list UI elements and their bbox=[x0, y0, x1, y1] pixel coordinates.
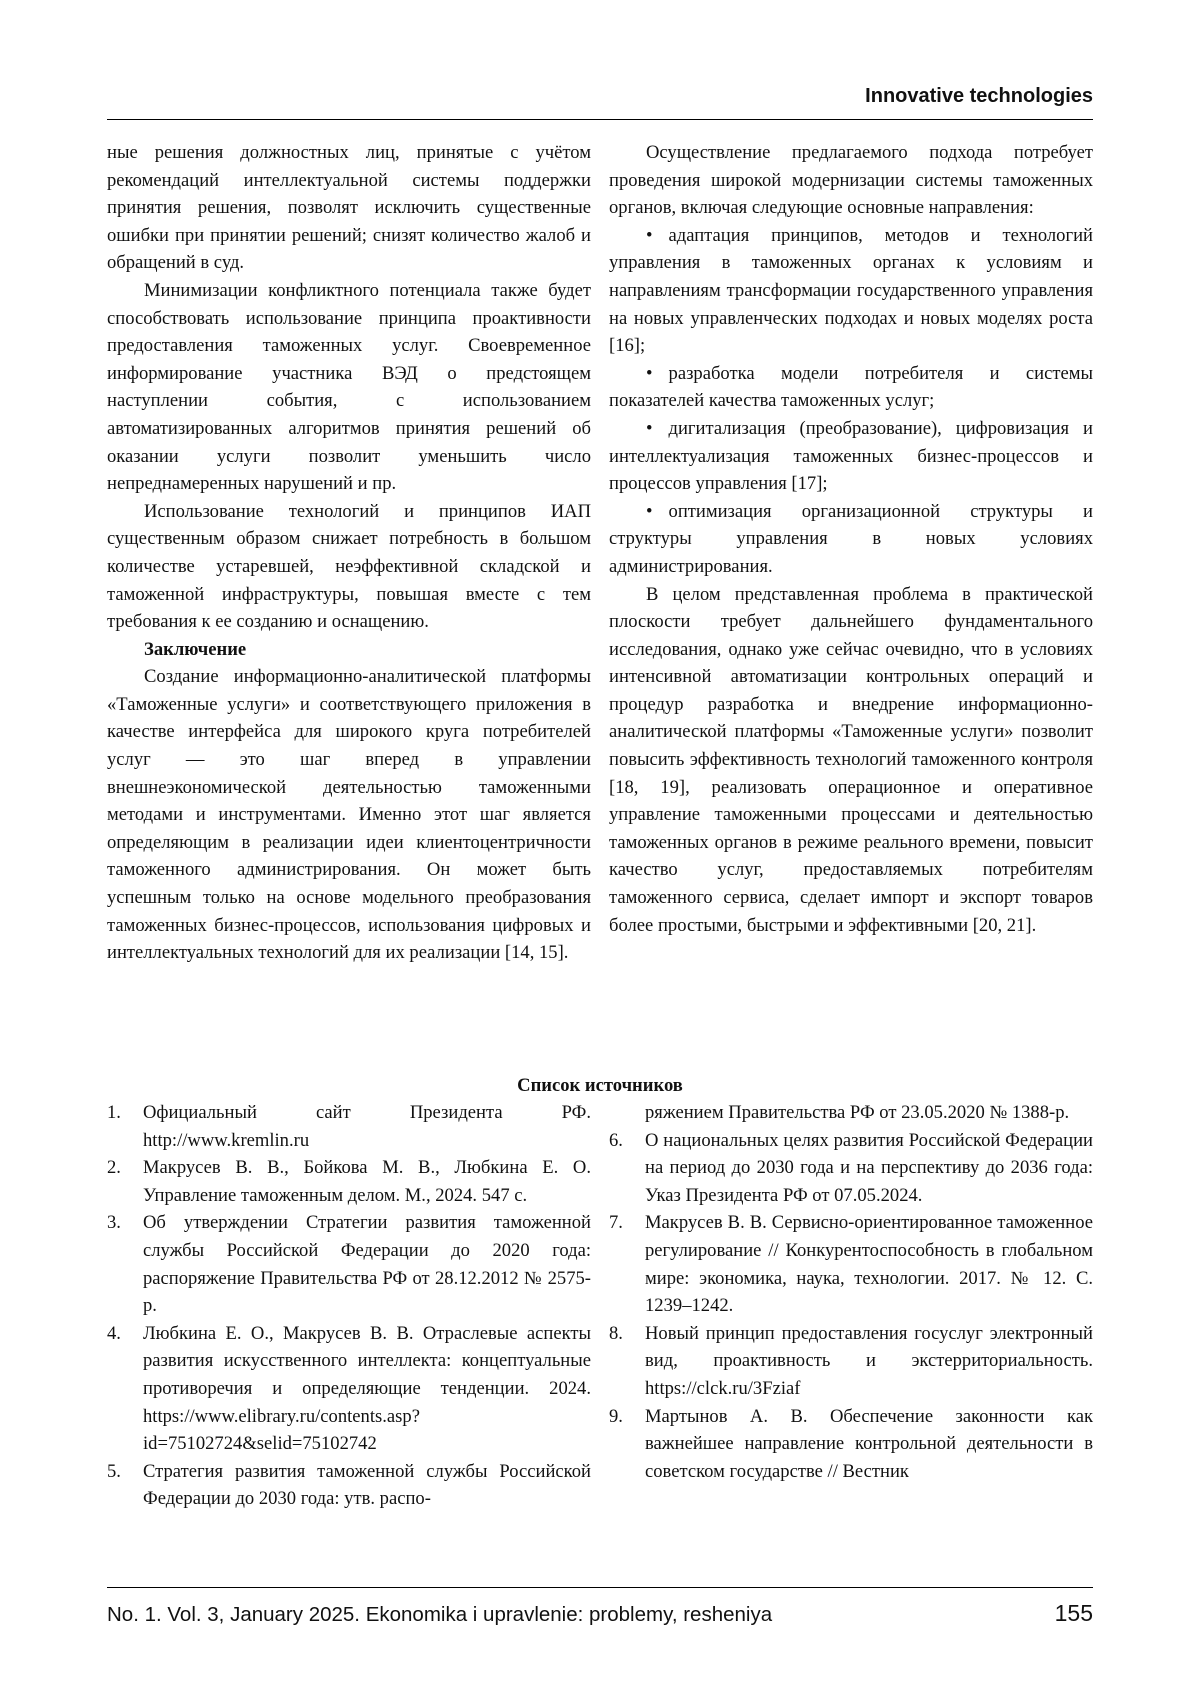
paragraph: Создание информационно-аналитической платформы «Таможенные услуги» и соответствующего приложения в качестве интерфейса для широкого круга потребителей услуг — это шаг вперед в управлении внешнеэкономической деятельностью таможенными методами и инструментами. Именно этот шаг является определяющим в реализации идеи клиентоцентричности таможенного администрирования. Он может быть успешным только на основе модельного преобразования таможенных бизнес-процессов, использования цифровых и интеллектуальных технологий для их реализации [14, 15]. bbox=[107, 666, 591, 964]
reference-text: Мартынов А. В. Обеспечение законности как важнейшее направление контрольной деятельности в советском государстве // Вестник bbox=[645, 1405, 1093, 1482]
references-title: Список источников bbox=[517, 1075, 683, 1096]
reference-number: 1. bbox=[107, 1102, 121, 1123]
reference-number: 3. bbox=[107, 1212, 121, 1234]
reference-item bbox=[609, 1403, 1093, 1486]
reference-text: Официальный сайт Президента РФ. http://www.kremlin.ru bbox=[143, 1102, 591, 1151]
reference-text: Любкина Е. О., Макрусев В. В. Отраслевые аспекты развития искусственного интеллекта: концептуальные противоречия и определяющие тенденции. 2024. https://www.elibrary.ru/contents.asp?id=75102724&selid=75102742 bbox=[143, 1322, 591, 1455]
page-header bbox=[107, 82, 1093, 120]
reference-continuation bbox=[609, 1099, 1093, 1127]
reference-item bbox=[609, 1320, 1093, 1403]
journal-section-title: Innovative technologies bbox=[865, 85, 1093, 107]
page-footer bbox=[107, 1587, 1093, 1627]
references-list bbox=[107, 1099, 1093, 1513]
reference-item bbox=[107, 1458, 591, 1513]
reference-number: 8. bbox=[609, 1322, 623, 1344]
reference-number: 2. bbox=[107, 1157, 121, 1179]
bullet-item: • оптимизация организационной структуры и структуры управления в новых условиях администрирования. bbox=[609, 498, 1093, 581]
reference-number: 7. bbox=[609, 1212, 623, 1234]
references-right-column bbox=[609, 1099, 1093, 1513]
paragraph: ные решения должностных лиц, принятые с учётом рекомендаций интеллектуальной системы поддержки принятия решения, позволят исключить существенные ошибки при принятии решений; снизят количество жалоб и обращений в суд. bbox=[107, 142, 591, 274]
reference-item bbox=[107, 1209, 591, 1319]
reference-item bbox=[107, 1099, 591, 1154]
reference-number: 5. bbox=[107, 1460, 121, 1482]
reference-item bbox=[107, 1154, 591, 1209]
paragraph: Осуществление предлагаемого подхода потребует проведения широкой модернизации системы таможенных органов, включая следующие основные направления: bbox=[609, 142, 1093, 219]
reference-item bbox=[609, 1209, 1093, 1319]
article-body bbox=[107, 139, 1093, 967]
reference-item bbox=[107, 1320, 591, 1458]
reference-text: Макрусев В. В., Бойкова М. В., Любкина Е. О. Управление таможенным делом. М., 2024. 547 с. bbox=[143, 1157, 591, 1206]
paragraph: Минимизации конфликтного потенциала также будет способствовать использование принципа проактивности предоставления таможенных услуг. Своевременное информирование участника ВЭД о предстоящем наступлении события, с использованием автоматизированных алгоритмов принятия решений об оказании услуги позволит уменьшить число непреднамеренных нарушений и пр. bbox=[107, 279, 591, 495]
paragraph: В целом представленная проблема в практической плоскости требует дальнейшего фундаментального исследования, однако уже сейчас очевидно, что в условиях интенсивной автоматизации контрольных операций и процедур разработка и внедрение информационно-аналитической платформы «Таможенные услуги» позволит повысить эффективность технологий таможенного контроля [18, 19], реализовать операционное и оперативное управление таможенными процессами и деятельностью таможенных органов в режиме реального времени, повысит качество услуг, предоставляемых потребителям таможенного сервиса, сделает импорт и экспорт товаров более простыми, быстрыми и эффективными [20, 21]. bbox=[609, 583, 1093, 936]
reference-text: ряжением Правительства РФ от 23.05.2020 № 1388-р. bbox=[645, 1102, 1070, 1123]
paragraph: Использование технологий и принципов ИАП существенным образом снижает потребность в большом количестве устаревшей, неэффективной складской и таможенной инфраструктуры, повышая вместе с тем требования к ее созданию и оснащению. bbox=[107, 500, 591, 633]
bullet-item: • разработка модели потребителя и системы показателей качества таможенных услуг; bbox=[609, 360, 1093, 415]
reference-text: Новый принцип предоставления госуслуг электронный вид, проактивность и экстерриториальность. https://clck.ru/3Fziaf bbox=[645, 1322, 1093, 1399]
reference-text: Стратегия развития таможенной службы Российской Федерации до 2030 года: утв. распо- bbox=[143, 1460, 591, 1510]
right-column bbox=[609, 139, 1093, 967]
bullet-item: • дигитализация (преобразование), цифровизация и интеллектуализация таможенных бизнес-процессов и процессов управления [17]; bbox=[609, 415, 1093, 498]
reference-number: 6. bbox=[609, 1129, 623, 1151]
bullet-item: • адаптация принципов, методов и технологий управления в таможенных органах к условиям и направлениям трансформации государственного управления на новых управленческих подходах и новых моделях роста [16]; bbox=[609, 222, 1093, 360]
references-left-column bbox=[107, 1099, 591, 1513]
reference-text: Макрусев В. В. Сервисно-ориентированное таможенное регулирование // Конкурентоспособность в глобальном мире: экономика, наука, технологии. 2017. № 12. С. 1239–1242. bbox=[645, 1212, 1093, 1317]
journal-citation: No. 1. Vol. 3, January 2025. Ekonomika i upravlenie: problemy, resheniya bbox=[107, 1603, 773, 1626]
reference-text: Об утверждении Стратегии развития таможенной службы Российской Федерации до 2020 года: распоряжение Правительства РФ от 28.12.2012 № 2575-р. bbox=[143, 1212, 591, 1317]
page-number: 155 bbox=[1054, 1600, 1093, 1626]
left-column bbox=[107, 139, 591, 967]
reference-number: 9. bbox=[609, 1405, 623, 1427]
conclusion-heading: Заключение bbox=[144, 638, 247, 660]
reference-item bbox=[609, 1127, 1093, 1210]
reference-number: 4. bbox=[107, 1322, 121, 1344]
reference-text: О национальных целях развития Российской Федерации на период до 2030 года и на перспективу до 2036 года: Указ Президента РФ от 07.05.2024. bbox=[645, 1129, 1093, 1206]
